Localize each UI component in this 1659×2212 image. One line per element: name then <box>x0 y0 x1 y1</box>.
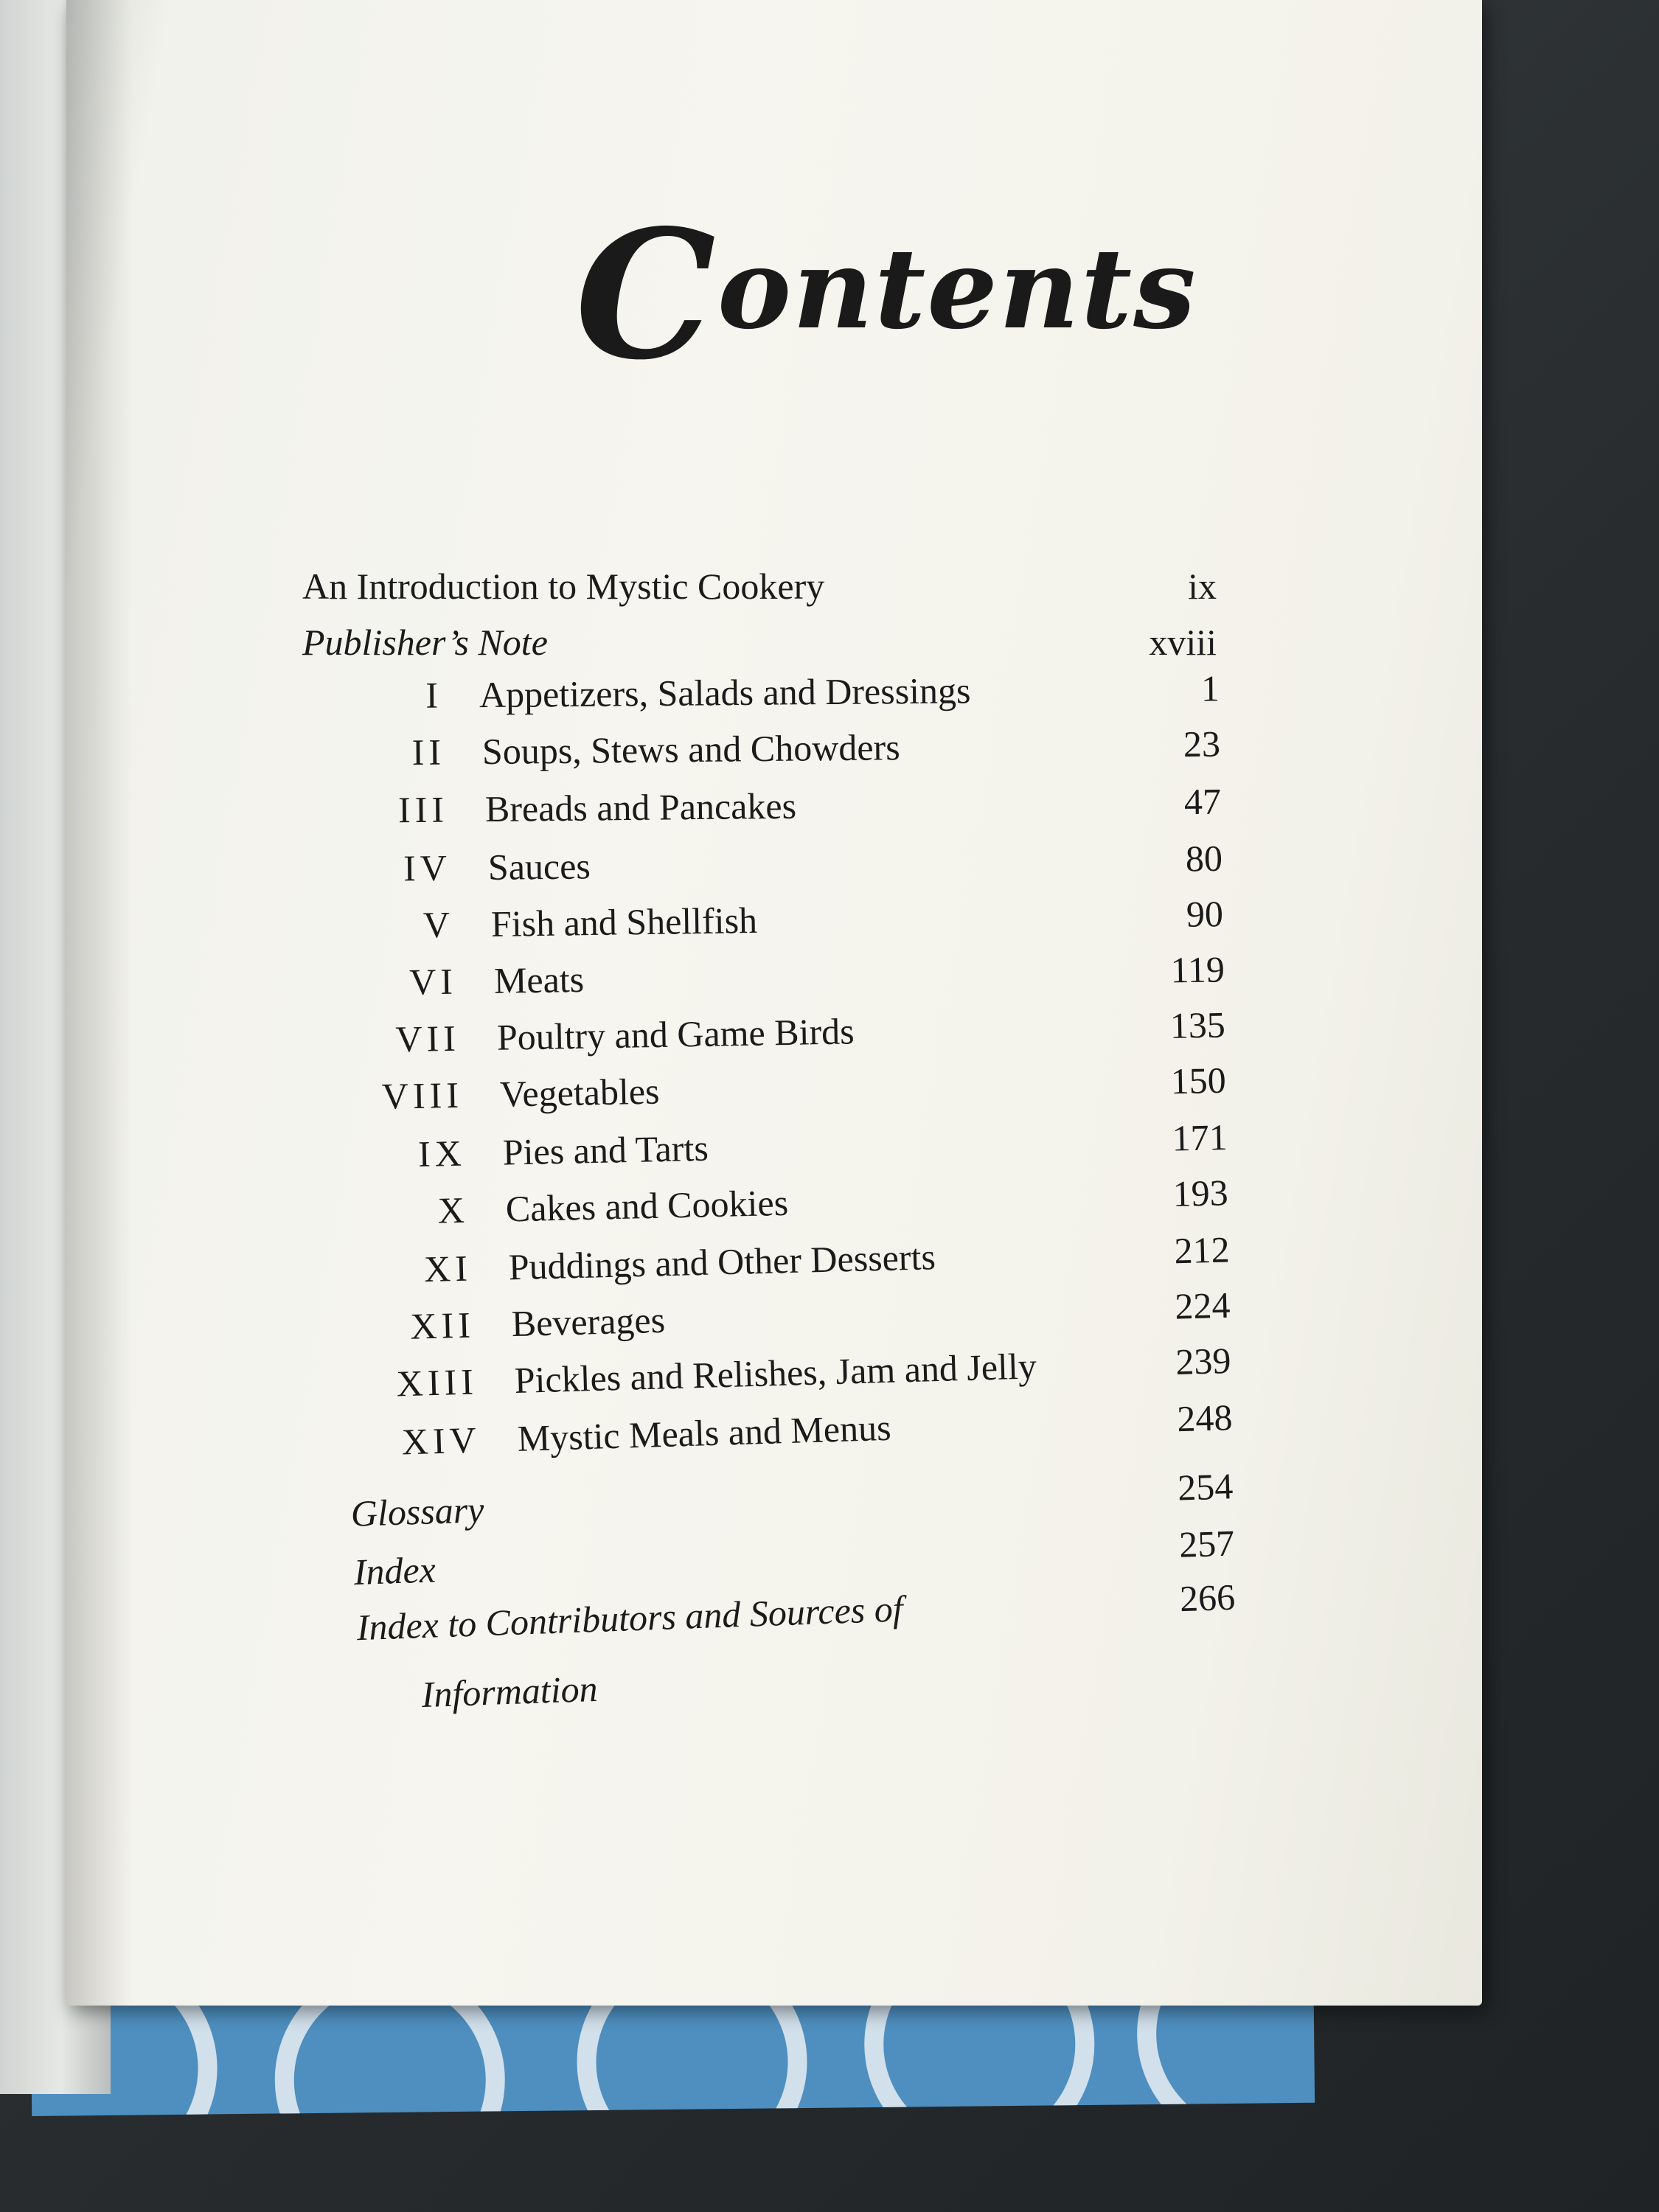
chapter-title: Publisher’s Note <box>302 622 548 663</box>
chapter-title: Poultry and Game Birds <box>496 1010 855 1058</box>
chapter-title: Glossary <box>349 1489 485 1534</box>
page-number: 47 <box>1183 780 1222 823</box>
page-number: 80 <box>1185 837 1223 880</box>
chapter-title: Fish and Shellfish <box>490 899 758 945</box>
toc-entry <box>66 560 1482 612</box>
chapter-title: Beverages <box>511 1298 666 1345</box>
page-number: 171 <box>1172 1116 1228 1159</box>
page-number: 23 <box>1183 723 1221 765</box>
chapter-numeral: XII <box>409 1304 476 1347</box>
title-rest: ontents <box>717 224 1197 354</box>
page-number: 257 <box>1178 1522 1236 1565</box>
chapter-title: Breads and Pancakes <box>484 785 797 830</box>
chapter-title: An Introduction to Mystic Cookery <box>302 566 825 607</box>
chapter-title: Sauces <box>487 845 591 888</box>
chapter-numeral: IX <box>417 1132 467 1175</box>
chapter-numeral: IV <box>403 846 452 889</box>
page-number: 150 <box>1170 1059 1227 1102</box>
chapter-title: Mystic Meals and Menus <box>516 1406 892 1459</box>
chapter-title: Cakes and Cookies <box>505 1181 789 1230</box>
chapter-title: Appetizers, Salads and Dressings <box>479 669 971 716</box>
page-number: 224 <box>1174 1284 1231 1327</box>
chapter-title: Pies and Tarts <box>502 1127 709 1173</box>
page-number: 239 <box>1175 1339 1232 1382</box>
chapter-numeral: V <box>422 903 455 946</box>
chapter-title: Index to Contributors and Sources of <box>355 1587 904 1649</box>
page-number: 212 <box>1173 1228 1231 1272</box>
page-number: 193 <box>1172 1172 1229 1214</box>
page-number: 90 <box>1186 893 1224 935</box>
toc-entry <box>66 616 1482 668</box>
toc-entry <box>66 660 1483 724</box>
chapter-numeral: VIII <box>381 1074 464 1117</box>
chapter-title: Pickles and Relishes, Jam and Jelly <box>513 1345 1037 1402</box>
chapter-title: Vegetables <box>499 1070 660 1115</box>
chapter-numeral: II <box>411 731 446 773</box>
chapter-numeral: XIII <box>395 1360 479 1405</box>
title-initial: C <box>575 191 718 399</box>
chapter-numeral: XI <box>423 1247 473 1290</box>
chapter-numeral: VII <box>395 1017 461 1060</box>
chapter-numeral: X <box>437 1189 470 1231</box>
toc-entry <box>66 715 1483 782</box>
page-number: 248 <box>1176 1397 1234 1440</box>
chapter-title: Index <box>352 1548 437 1593</box>
chapter-title: Information <box>420 1667 599 1716</box>
chapter-numeral: XIV <box>401 1419 481 1463</box>
chapter-title: Soups, Stews and Chowders <box>481 726 900 773</box>
page-number: xviii <box>1149 622 1217 663</box>
table-of-contents <box>66 0 1482 2006</box>
page-number: 135 <box>1169 1004 1226 1046</box>
chapter-numeral: VI <box>408 960 458 1003</box>
book-page <box>66 0 1482 2006</box>
page-number: 1 <box>1200 667 1220 709</box>
page-number: 119 <box>1170 948 1225 991</box>
page-number: ix <box>1188 566 1217 607</box>
page-number: 266 <box>1179 1576 1237 1620</box>
chapter-numeral: III <box>397 788 449 831</box>
toc-entry <box>66 773 1483 839</box>
page-number: 254 <box>1177 1465 1234 1509</box>
chapter-title: Meats <box>493 958 585 1001</box>
chapter-numeral: I <box>425 674 443 716</box>
chapter-title: Puddings and Other Desserts <box>508 1236 936 1288</box>
